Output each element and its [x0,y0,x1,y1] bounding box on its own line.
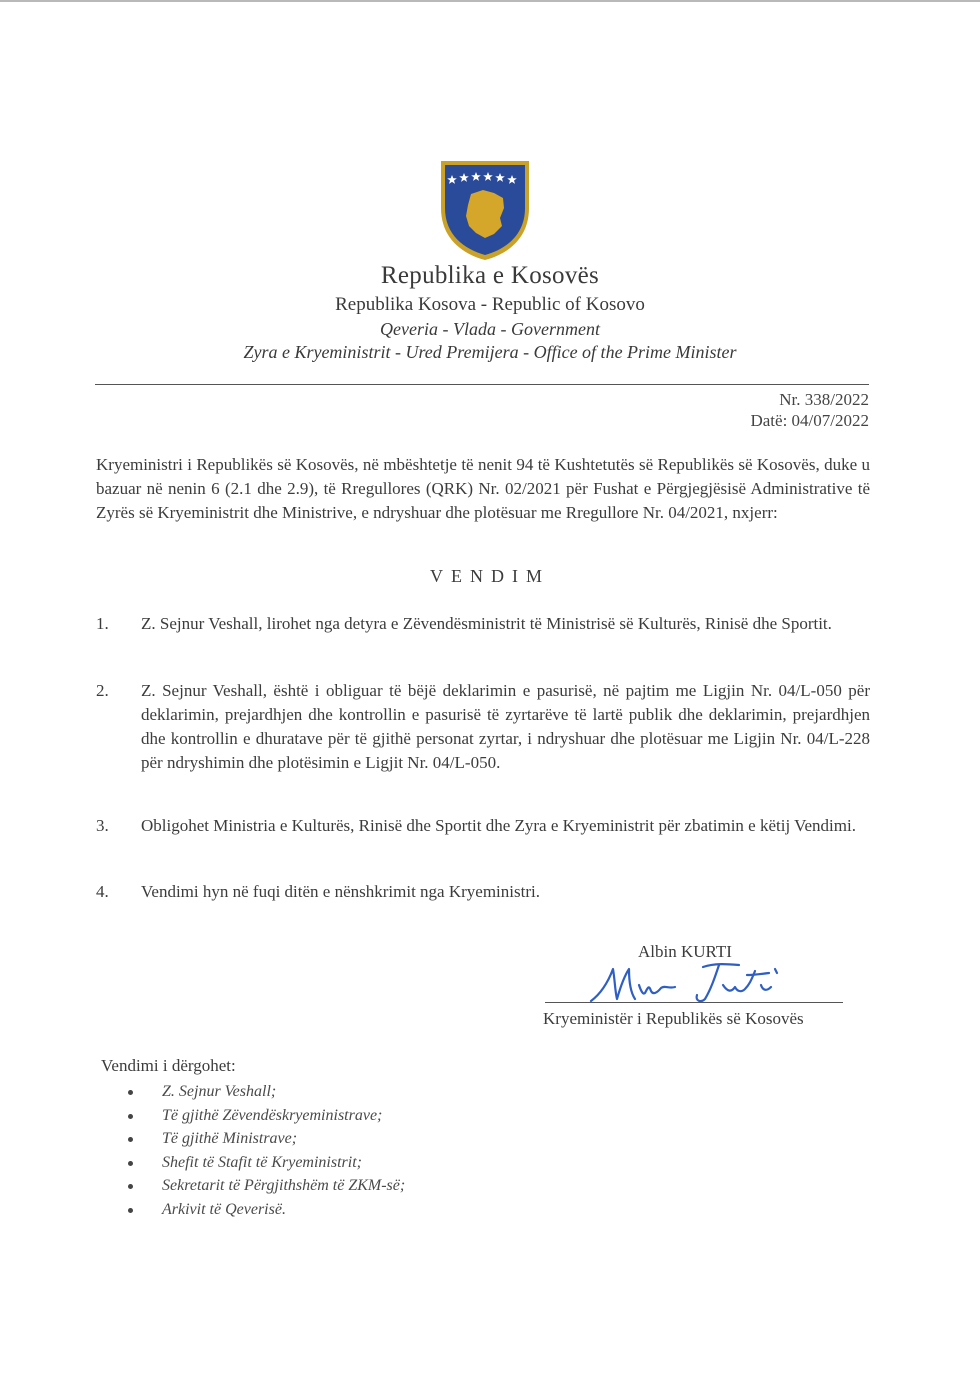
page-top-edge [0,0,980,2]
item-number: 3. [96,816,109,835]
list-item: Sekretarit të Përgjithshëm të ZKM-së; [120,1174,405,1198]
header-title: Republika e Kosovës [380,262,600,289]
item-text: Obligohet Ministria e Kulturës, Rinisë dhe Sportit dhe Zyra e Kryeministrit për zbatimin e këtij Vendimi. [141,816,856,835]
header-divider [95,384,869,385]
list-item: Arkivit të Qeverisë. [120,1198,405,1222]
intro-paragraph: Kryeministri i Republikës së Kosovës, në mbështetje të nenit 94 të Kushtetutës së Republikës së Kosovës, duke u bazuar në nenin 6 (2.1 dhe 2.9), të Rregullores (QRK) Nr. 02/2021 për Fushat e Përgjegjësisë Administrative të Zyrës së Kryeministrit dhe Ministrive, e ndryshuar dhe plotësuar me Rregullore Nr. 04/2021, nxjerr: [96,455,870,522]
header-office: Zyra e Kryeministrit - Ured Premijera - Office of the Prime Minister [243,342,737,362]
document-date: Datë: 04/07/2022 [750,411,869,430]
list-item: Të gjithë Ministrave; [120,1127,405,1151]
signature-line [545,1002,843,1003]
signatory-name: Albin KURTI [638,942,732,961]
item-text: Z. Sejnur Veshall, lirohet nga detyra e Zëvendësministrit të Ministrisë së Kulturës, Rinisë dhe Sportit. [141,614,832,633]
decision-item [96,612,870,636]
decision-item [96,880,870,904]
header-subtitle: Republika Kosova - Republic of Kosovo [335,294,645,315]
item-text: Z. Sejnur Veshall, është i obliguar të bëjë deklarimin e pasurisë, në pajtim me Ligjin Nr. 04/L-050 për deklarimin, prejardhjen dhe kontrollin e pasurisë të zyrtarëve të lartë publik dhe deklarimin, prejardhjen dhe kontrollin e dhuratave për të gjithë personat zyrtar, i ndryshuar dhe plotësuar me Ligjin Nr. 04/L-228 për ndryshimin dhe plotësimin e Ligjit Nr. 04/L-050. [141,681,870,772]
kosovo-coat-of-arms-icon [438,158,532,262]
decision-item [96,679,870,775]
item-text: Vendimi hyn në fuqi ditën e nënshkrimit nga Kryeministri. [141,882,540,901]
distribution-list [120,1080,405,1222]
decision-heading: VENDIM [430,566,550,586]
item-number: 4. [96,882,109,901]
document-number: Nr. 338/2022 [779,390,869,409]
header-government: Qeveria - Vlada - Government [380,319,600,339]
signatory-title: Kryeministër i Republikës së Kosovës [543,1009,804,1028]
decision-item [96,814,870,838]
list-item: Të gjithë Zëvendëskryeministrave; [120,1104,405,1128]
list-item: Shefit të Stafit të Kryeministrit; [120,1151,405,1175]
item-number: 2. [96,681,109,700]
item-number: 1. [96,614,109,633]
distribution-label: Vendimi i dërgohet: [101,1056,236,1075]
list-item: Z. Sejnur Veshall; [120,1080,405,1104]
